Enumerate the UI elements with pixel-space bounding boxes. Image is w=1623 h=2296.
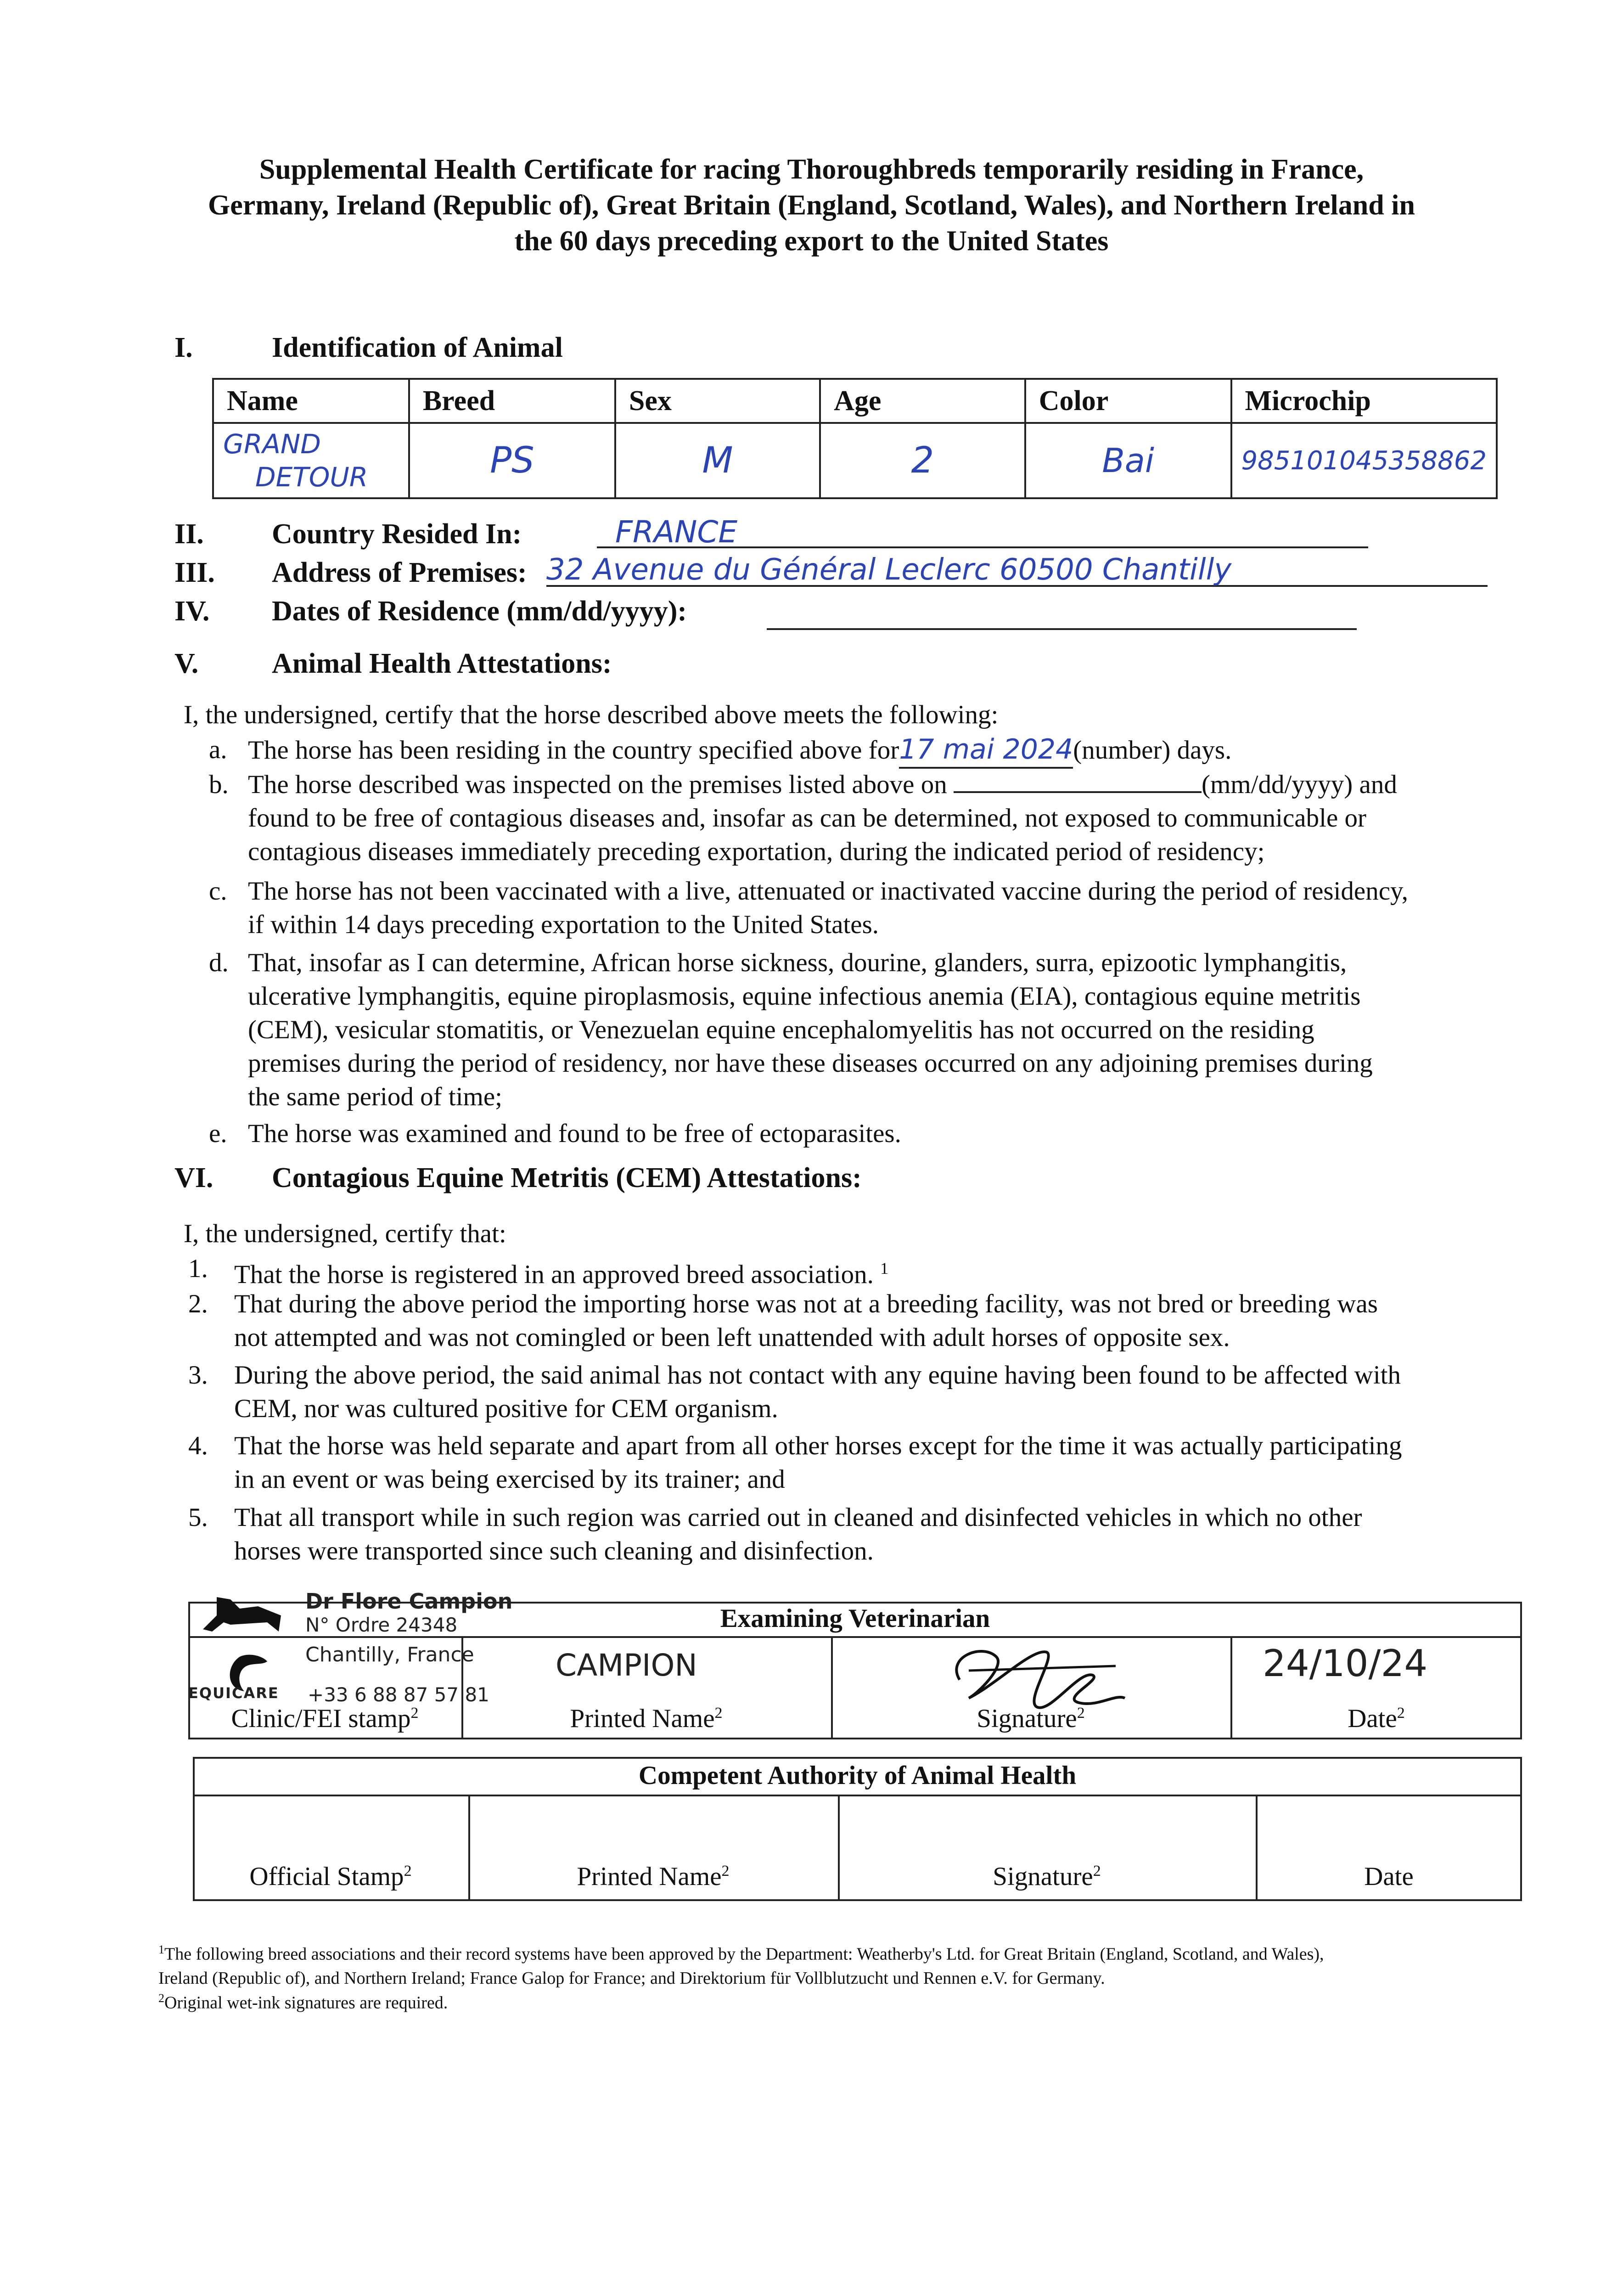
stamp-brand: EQUICARE	[188, 1684, 279, 1702]
stamp-ordre: N° Ordre 24348	[305, 1614, 458, 1636]
vet-col-date-sup: 2	[1397, 1705, 1405, 1722]
section-1-title: Identification of Animal	[272, 332, 563, 363]
cell-sex: M	[615, 423, 820, 498]
cem-item-2-line-1: That during the above period the importing horse was not at a breeding facility, was not bred or breeding was	[234, 1289, 1378, 1318]
vet-date-value: 24/10/24	[1263, 1642, 1428, 1685]
section-3-number: III.	[174, 557, 215, 588]
section-2-number: II.	[174, 518, 204, 550]
section-4-number: IV.	[174, 596, 210, 627]
authority-col-printed-name-sup: 2	[721, 1863, 730, 1880]
header-age: Age	[820, 379, 1025, 423]
footnote-2	[158, 1986, 1582, 2015]
footnote-1	[158, 1938, 1582, 1990]
item-e-letter: e.	[209, 1119, 227, 1148]
stamp-city: Chantilly, France	[305, 1643, 474, 1666]
cem-item-4-line-1: That the horse was held separate and apart from all other horses except for the time it was actually participating	[234, 1431, 1402, 1460]
cem-item-5-line-1: That all transport while in such region was carried out in cleaned and disinfected vehicles in which no other	[234, 1503, 1362, 1532]
section-2-label: Country Resided In:	[272, 518, 522, 550]
item-b-post: (mm/dd/yyyy) and	[1201, 770, 1397, 799]
country-field	[597, 514, 1368, 548]
section-5-title: Animal Health Attestations:	[272, 648, 612, 679]
cem-item-4-line-2: in an event or was being exercised by its trainer; and	[234, 1465, 785, 1494]
vet-col-date-label: Date	[1348, 1704, 1397, 1733]
footnote-1-marker: 1	[158, 1943, 164, 1956]
item-d-line-4: premises during the period of residency, nor have these diseases occurred on any adjoining premises during	[248, 1049, 1373, 1078]
dates-field	[767, 595, 1357, 630]
vet-col-date	[1230, 1704, 1522, 1733]
section-4-label: Dates of Residence (mm/dd/yyyy):	[272, 596, 687, 627]
inspection-date-field	[954, 768, 1202, 793]
vet-col-signature-label: Signature	[977, 1704, 1077, 1733]
item-a-pre: The horse has been residing in the country specified above for	[248, 736, 899, 765]
authority-col-signature	[838, 1862, 1256, 1891]
title-line-2: Germany, Ireland (Republic of), Great Britain (England, Scotland, Wales), and Northern Ireland in	[208, 190, 1415, 221]
authority-col-stamp-label: Official Stamp	[249, 1862, 404, 1891]
cem-item-5-line-2: horses were transported since such cleaning and disinfection.	[234, 1536, 874, 1565]
vet-col-signature-sup: 2	[1077, 1705, 1085, 1722]
authority-col-printed-name	[468, 1862, 838, 1891]
authority-col-date: Date	[1364, 1862, 1414, 1891]
address-field	[546, 553, 1488, 587]
vet-col-printed-name	[461, 1704, 831, 1733]
name-value-line-2: DETOUR	[255, 461, 368, 493]
header-name: Name	[213, 379, 409, 423]
item-b-pre: The horse described was inspected on the premises listed above on	[248, 770, 947, 799]
cell-breed: PS	[409, 423, 615, 498]
examining-veterinarian-block	[188, 1589, 1522, 1739]
item-e-line-1: The horse was examined and found to be free of ectoparasites.	[248, 1119, 901, 1148]
cem-item-4-number: 4.	[188, 1431, 208, 1460]
competent-authority-block	[193, 1757, 1522, 1901]
item-c-line-2: if within 14 days preceding exportation to the United States.	[248, 910, 879, 939]
footnote-2-marker: 2	[158, 1992, 164, 2005]
item-c-letter: c.	[209, 877, 227, 906]
identification-table	[212, 378, 1498, 499]
stamp-phone: +33 6 88 87 57 81	[308, 1683, 489, 1706]
cem-item-3-line-2: CEM, nor was cultured positive for CEM organism.	[234, 1394, 778, 1423]
cell-microchip: 985101045358862	[1231, 423, 1497, 498]
vet-printed-name-value: CAMPION	[556, 1648, 697, 1683]
vet-col-printed-name-label: Printed Name	[570, 1704, 715, 1733]
item-a-letter: a.	[209, 735, 227, 764]
item-d-line-3: (CEM), vesicular stomatitis, or Venezuelan equine encephalomyelitis has not occurred on the residing	[248, 1015, 1314, 1044]
vet-signature-scribble	[941, 1629, 1134, 1721]
authority-col-printed-name-label: Printed Name	[577, 1862, 722, 1891]
item-d-letter: d.	[209, 948, 229, 977]
authority-col-stamp-sup: 2	[404, 1863, 412, 1880]
cell-name	[213, 423, 409, 498]
vet-header: Examining Veterinarian	[720, 1604, 990, 1633]
item-a	[248, 733, 1231, 769]
cem-item-3-line-1: During the above period, the said animal has not contact with any equine having been found to be affected with	[234, 1361, 1401, 1390]
cem-item-2-line-2: not attempted and was not comingled or been left unattended with adult horses of opposite sex.	[234, 1323, 1230, 1352]
section-5-number: V.	[174, 648, 199, 679]
authority-header: Competent Authority of Animal Health	[638, 1761, 1077, 1790]
section-1-number: I.	[174, 332, 193, 363]
item-d-line-2: ulcerative lymphangitis, equine piroplasmosis, equine infectious anemia (EIA), contagious equine metritis	[248, 982, 1361, 1011]
section-6-intro: I, the undersigned, certify that:	[184, 1219, 506, 1248]
vet-col-stamp-label: Clinic/FEI stamp	[231, 1704, 411, 1733]
footnote-1-line-1: The following breed associations and their record systems have been approved by the Department: Weatherby's Ltd. for Great Britain (England, Scotland, and Wales),	[164, 1944, 1324, 1964]
cem-item-1	[234, 1252, 888, 1291]
document-title	[0, 152, 1623, 259]
title-line-1: Supplemental Health Certificate for racing Thoroughbreds temporarily residing in France,	[259, 154, 1364, 185]
authority-col-signature-sup: 2	[1093, 1863, 1101, 1880]
cem-item-1-number: 1.	[188, 1254, 208, 1283]
address-value: 32 Avenue du Général Leclerc 60500 Chantilly	[546, 553, 1232, 587]
vet-col-printed-name-sup: 2	[714, 1705, 723, 1722]
name-value-line-1: GRAND	[223, 428, 321, 460]
cem-item-1-line-1: That the horse is registered in an approved breed association.	[234, 1260, 874, 1289]
title-line-3: the 60 days preceding export to the United States	[514, 225, 1109, 257]
section-6-title: Contagious Equine Metritis (CEM) Attestations:	[272, 1162, 862, 1193]
authority-col-signature-label: Signature	[993, 1862, 1093, 1891]
section-6-number: VI.	[174, 1162, 213, 1193]
item-a-value: 17 mai 2024	[899, 733, 1073, 765]
section-5-intro: I, the undersigned, certify that the horse described above meets the following:	[184, 700, 999, 729]
cell-color: Bai	[1025, 423, 1231, 498]
cell-age: 2	[820, 423, 1025, 498]
item-b-letter: b.	[209, 770, 229, 799]
item-d-line-1: That, insofar as I can determine, African horse sickness, dourine, glanders, surra, epizootic lymphangitis,	[248, 948, 1347, 977]
footnote-2-line-1: Original wet-ink signatures are required.	[164, 1993, 448, 2013]
cem-item-5-number: 5.	[188, 1503, 208, 1532]
authority-col-stamp	[193, 1862, 468, 1891]
footnote-1-line-2: Ireland (Republic of), and Northern Ireland; France Galop for France; and Direktorium für Vollblutzucht und Rennen e.V. for Germany.	[158, 1968, 1105, 1988]
header-breed: Breed	[409, 379, 615, 423]
header-sex: Sex	[615, 379, 820, 423]
header-color: Color	[1025, 379, 1231, 423]
item-b-line-3: contagious diseases immediately preceding exportation, during the indicated period of residency;	[248, 837, 1265, 866]
section-3-label: Address of Premises:	[272, 557, 527, 588]
cem-item-3-number: 3.	[188, 1361, 208, 1390]
item-d-line-5: the same period of time;	[248, 1082, 502, 1111]
cem-item-1-footnote-ref: 1	[880, 1259, 889, 1277]
item-c-line-1: The horse has not been vaccinated with a live, attenuated or inactivated vaccine during the period of residency,	[248, 877, 1409, 906]
vet-col-stamp-sup: 2	[410, 1705, 419, 1722]
vet-col-stamp	[188, 1704, 461, 1733]
item-b-line-2: found to be free of contagious diseases and, insofar as can be determined, not exposed to communicable or	[248, 804, 1366, 833]
cem-item-2-number: 2.	[188, 1289, 208, 1318]
item-a-post: (number) days.	[1073, 736, 1232, 765]
country-value: FRANCE	[615, 514, 738, 550]
header-microchip: Microchip	[1231, 379, 1497, 423]
stamp-name: Dr Flore Campion	[305, 1589, 513, 1614]
item-b	[248, 768, 1397, 801]
